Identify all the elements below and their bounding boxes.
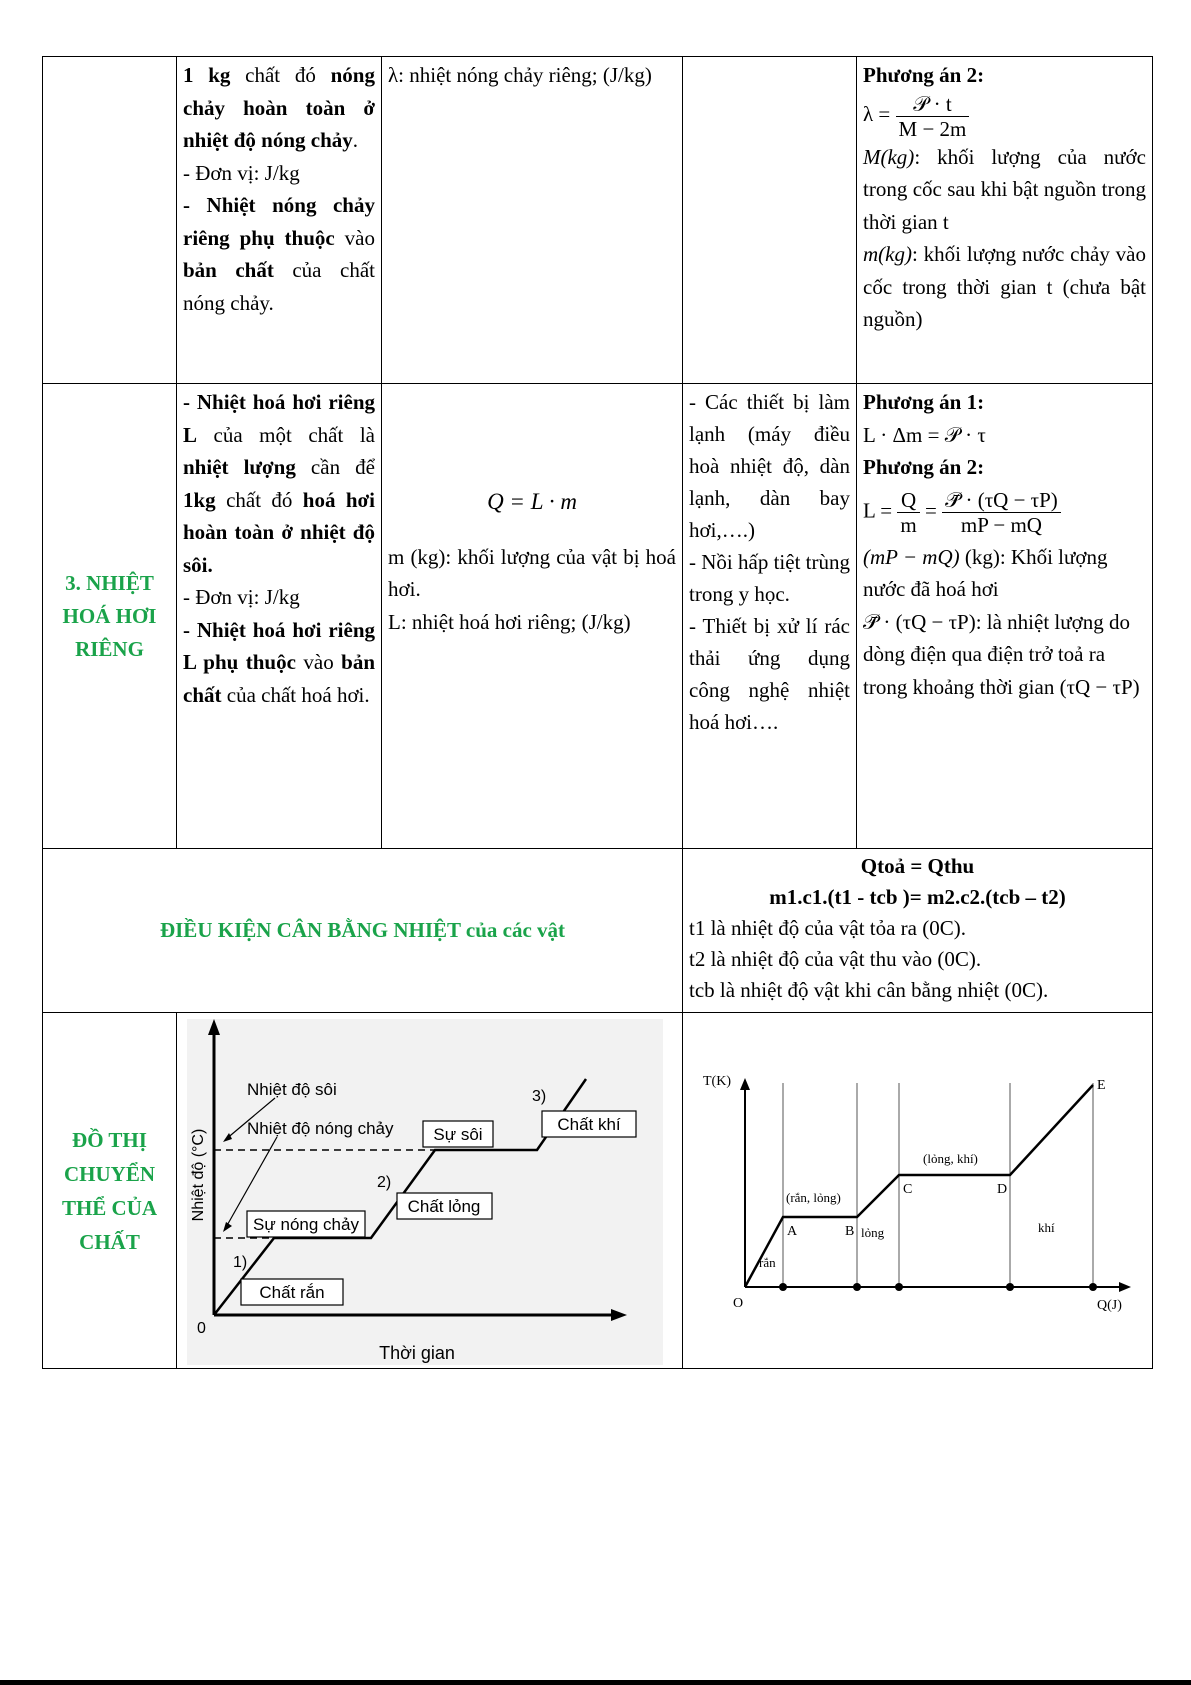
row1-definition-cell: [177, 57, 382, 384]
graph2-x-arrow: [1119, 1282, 1131, 1292]
dot-D: [1006, 1283, 1014, 1291]
row-melting-heat: [43, 57, 1153, 384]
lambda-desc: λ: nhiệt nóng chảy riêng; (J/kg): [388, 63, 652, 87]
page-bottom-rule: [0, 1680, 1191, 1685]
liquid-label: Chất lỏng: [407, 1196, 481, 1216]
segment-1-label: 1): [233, 1253, 248, 1271]
row4-label-cell: [43, 1013, 177, 1369]
lambda-fraction: [896, 92, 970, 141]
vap-def-text-1: của một chất là: [197, 422, 375, 447]
gas-label: Chất khí: [557, 1114, 621, 1134]
vap-unit: - Đơn vị: J/kg: [183, 585, 300, 609]
equilibrium-eq2: m1.c1.(t1 - tcb )= m2.c2.(tcb – t2): [769, 885, 1066, 909]
graph2-xaxis-label: Q(J): [1097, 1297, 1122, 1313]
vap-mass-sym: (mP − mQ): [863, 544, 960, 569]
def-bold-melt: nóng chảy hoàn toàn ở nhiệt độ nóng chảy: [183, 63, 375, 152]
t2-desc: t2 là nhiệt độ của vật thu vào (0C).: [689, 947, 982, 971]
vap-dep-bold: - Nhiệt hoá hơi riêng L phụ thuộc: [183, 617, 375, 674]
lambda-num: 𝒫 · t: [896, 92, 970, 117]
vap-frac1-num: Q: [897, 488, 919, 513]
boiling-label: Sự sôi: [433, 1124, 483, 1144]
vap-def-bold-1: - Nhiệt hoá hơi riêng L: [183, 390, 375, 447]
point-C-label: C: [903, 1181, 913, 1197]
def-text: chất đó: [230, 63, 331, 87]
equilibrium-eq1: Qtoả = Qthu: [860, 854, 975, 878]
row1-method-cell: [857, 57, 1153, 384]
method2-title: Phương án 2:: [863, 63, 985, 87]
graph1-background: [187, 1019, 663, 1365]
vap-dep-nature: bản chất: [183, 650, 375, 707]
row2-applications: - Các thiết bị làm lạnh (máy điều hoà nhiệt độ, dàn lạnh, dàn bay hơi,….) - Nồi hấp tiệt trùng trong y học. - Thiết bị xử lí rác thải ứng dụng công nghệ nhiệt hoá hơi….: [683, 384, 857, 849]
graph2-cell: [683, 1013, 1153, 1369]
dep-text: vào: [334, 225, 375, 250]
vap-frac1-den: m: [900, 512, 917, 537]
temperature-time-graph: [177, 1015, 677, 1367]
vap-power-sym: 𝒫̄ · (τQ − τP): [863, 609, 976, 634]
vap-L-lhs: L =: [863, 497, 893, 522]
row2-definition-cell: [177, 384, 382, 849]
t1-desc: t1 là nhiệt độ của vật tỏa ra (0C).: [689, 916, 966, 940]
dot-C: [895, 1283, 903, 1291]
solid-label: Chất rắn: [259, 1282, 325, 1302]
vap-L-desc: L: nhiệt hoá hơi riêng; (J/kg): [388, 609, 631, 634]
vap-eq: =: [925, 497, 937, 522]
dep-bold: - Nhiệt nóng chảy riêng phụ thuộc: [183, 193, 375, 250]
vap-def-bold-4: hoá hơi hoàn toàn ở nhiệt độ sôi.: [183, 487, 375, 577]
M-desc: : khối lượng của nước trong cốc sau khi bật nguồn trong thời gian t: [863, 144, 1146, 234]
tcb-desc: tcb là nhiệt độ vật khi cân bằng nhiệt (0C).: [689, 978, 1049, 1002]
vap-power-desc: : là nhiệt lượng do dòng điện qua điện trở toả ra trong khoảng thời gian (τQ − τP): [863, 609, 1140, 699]
vap-method2-title: Phương án 2:: [863, 455, 985, 479]
lambda-den: M − 2m: [898, 116, 967, 141]
row3-formula-cell: [683, 849, 1153, 1013]
row-thermal-equilibrium: [43, 849, 1153, 1013]
vap-mass-desc: (kg): Khối lượng nước đã hoá hơi: [863, 544, 1108, 601]
m-symbol: m(kg): [863, 242, 912, 266]
segment-2-label: 2): [377, 1173, 392, 1191]
lambda-lhs: λ =: [863, 101, 891, 126]
dot-A: [779, 1283, 787, 1291]
region-liquid-gas: (lỏng, khí): [923, 1150, 978, 1166]
row-phase-graphs: [43, 1013, 1153, 1369]
dot-E: [1089, 1283, 1097, 1291]
row3-label: ĐIỀU KIỆN CÂN BẰNG NHIỆT của các vật: [159, 918, 566, 943]
heat-curve: [745, 1085, 1093, 1287]
row4-label: ĐỒ THỊ CHUYỂN THỂ CỦA CHẤT: [61, 1127, 158, 1254]
point-E-label: E: [1097, 1077, 1106, 1093]
vap-dep-text: vào: [295, 650, 342, 674]
region-gas: khí: [1038, 1219, 1055, 1235]
graph2-yaxis-label: T(K): [703, 1073, 731, 1089]
vap-frac2: [942, 488, 1061, 537]
graph1-xlabel: Thời gian: [379, 1342, 455, 1363]
M-symbol: M(kg): [863, 144, 915, 169]
vap-method2-formula: [863, 488, 1061, 537]
vap-def-text-2: cần để: [295, 455, 375, 479]
row2-label-cell: [43, 384, 177, 849]
graph1-ylabel: Nhiệt độ (°C): [190, 1128, 207, 1221]
graph1-cell: [177, 1013, 683, 1369]
vap-def-bold-3: 1kg: [183, 487, 216, 512]
region-solid-liquid: (rắn, lỏng): [786, 1189, 841, 1205]
vap-m-desc: m (kg): khối lượng của vật bị hoá hơi.: [388, 544, 676, 601]
def-period: .: [352, 128, 359, 152]
row1-application-cell: [683, 57, 857, 384]
graph2-y-arrow: [740, 1078, 750, 1090]
vap-frac2-den: mP − mQ: [960, 512, 1042, 537]
dep-text-end: của chất nóng chảy.: [183, 258, 375, 315]
graph2-origin: O: [733, 1295, 744, 1311]
melt-temp-label: Nhiệt độ nóng chảy: [247, 1118, 394, 1138]
graph1-origin: 0: [197, 1319, 206, 1337]
row-vaporization-heat: [43, 384, 1153, 849]
vap-dep-end: của chất hoá hơi.: [221, 682, 370, 707]
vap-def-bold-2: nhiệt lượng: [183, 455, 296, 479]
row1-formula-cell: [382, 57, 683, 384]
vap-def-text-3: chất đó: [215, 487, 303, 512]
vap-formula: Q = L · m: [487, 489, 577, 514]
def-bold-1kg: 1 kg: [183, 63, 231, 87]
region-solid: rắn: [759, 1254, 776, 1270]
vap-method1-formula: L · Δm = 𝒫 · τ: [863, 422, 986, 447]
dep-bold-nature: bản chất: [183, 258, 274, 282]
segment-3-label: 3): [532, 1087, 547, 1105]
row2-formula-cell: [382, 384, 683, 849]
melting-label: Sự nóng chảy: [253, 1214, 359, 1234]
row2-method-cell: [857, 384, 1153, 849]
vap-method1-title: Phương án 1:: [863, 390, 985, 414]
dot-B: [853, 1283, 861, 1291]
summary-table: [42, 56, 1153, 1369]
row1-label-cell: [43, 57, 177, 384]
point-A-label: A: [787, 1223, 798, 1239]
boil-temp-label: Nhiệt độ sôi: [247, 1079, 337, 1099]
region-liquid: lỏng: [861, 1224, 885, 1240]
vap-frac2-num: 𝒫̄ · (τQ − τP): [942, 488, 1061, 513]
unit-text: - Đơn vị: J/kg: [183, 160, 300, 185]
point-B-label: B: [845, 1223, 855, 1239]
row3-label-cell: [43, 849, 683, 1013]
vap-frac1: [897, 488, 919, 537]
row2-label: 3. NHIỆT HOÁ HƠI RIÊNG: [62, 570, 157, 661]
m-desc: : khối lượng nước chảy vào cốc trong thời gian t (chưa bật nguồn): [863, 242, 1146, 331]
temperature-heat-graph: [683, 1015, 1151, 1367]
lambda-formula: [863, 91, 969, 141]
point-D-label: D: [997, 1181, 1008, 1197]
